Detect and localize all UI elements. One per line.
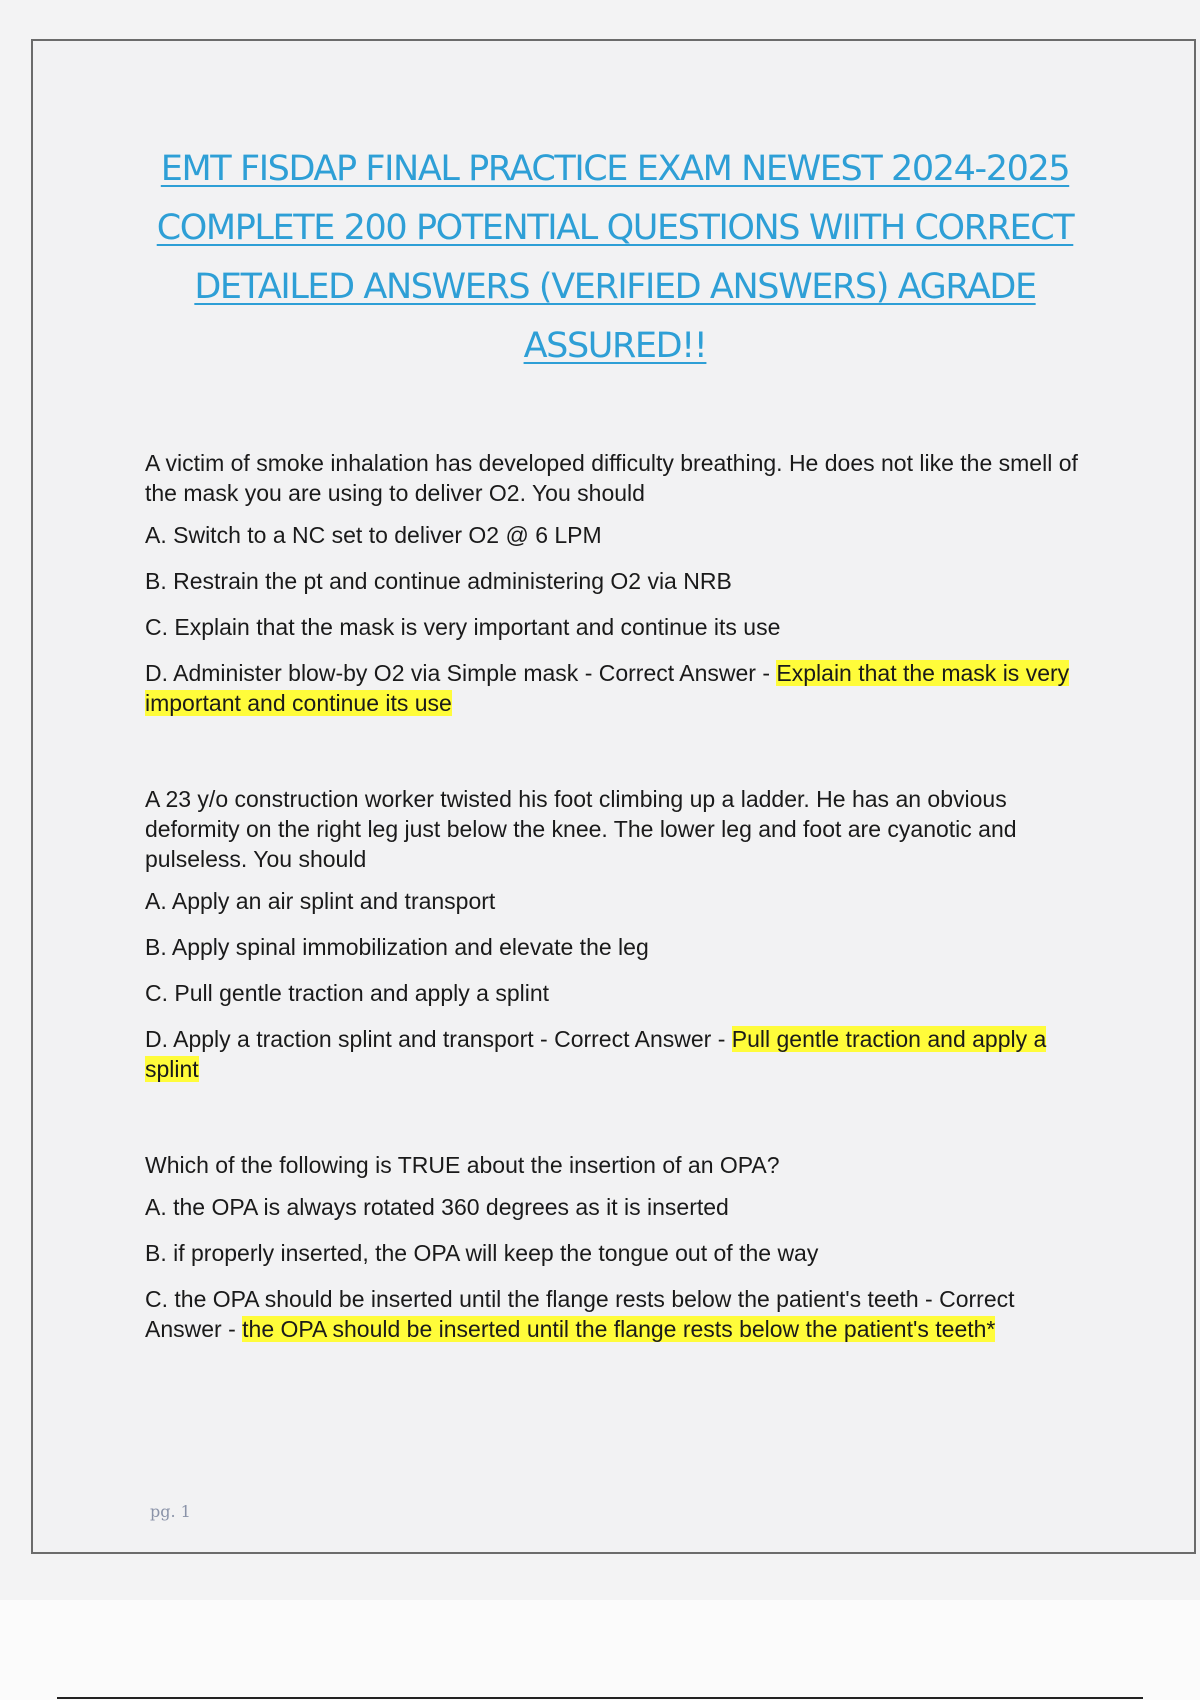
answer-option: C. Pull gentle traction and apply a splint (145, 980, 550, 1006)
answer-option: B. Restrain the pt and continue administering O2 via NRB (145, 568, 732, 594)
answer-option-text: D. Administer blow-by O2 via Simple mask - Correct Answer - (145, 660, 777, 686)
answer-option: A. the OPA is always rotated 360 degrees as it is inserted (145, 1194, 729, 1220)
question-2 (145, 784, 1080, 1084)
answer-option: A. Switch to a NC set to deliver O2 @ 6 LPM (145, 522, 602, 548)
question-3 (145, 1150, 1080, 1344)
question-stem: A victim of smoke inhalation has developed difficulty breathing. He does not like the smell of the mask you are using to deliver O2. You should (145, 450, 1078, 506)
page-number: pg. 1 (150, 1502, 191, 1521)
answer-option: B. Apply spinal immobilization and elevate the leg (145, 934, 649, 960)
answer-option-with-correct-answer (145, 1284, 1080, 1344)
answer-option-with-correct-answer (145, 658, 1080, 718)
answer-option-with-correct-answer (145, 1024, 1080, 1084)
page-gap-area (0, 1600, 1200, 1700)
answer-option-text: D. Apply a traction splint and transport - Correct Answer - (145, 1026, 732, 1052)
highlighted-correct-answer: Pull gentle traction and apply a splint (145, 1026, 1047, 1082)
answer-option: C. Explain that the mask is very important and continue its use (145, 614, 781, 640)
question-stem: Which of the following is TRUE about the insertion of an OPA? (145, 1152, 780, 1178)
question-1 (145, 448, 1080, 718)
document-title: EMT FISDAP FINAL PRACTICE EXAM NEWEST 2024-2025 COMPLETE 200 POTENTIAL QUESTIONS WIITH CORRECT DETAILED ANSWERS (VERIFIED ANSWERS) AGRADE ASSURED!! (156, 149, 1074, 366)
question-spacer (145, 718, 1080, 784)
highlighted-correct-answer: the OPA should be inserted until the flange rests below the patient's teeth* (242, 1316, 996, 1342)
question-spacer (145, 1084, 1080, 1150)
question-stem: A 23 y/o construction worker twisted his foot climbing up a ladder. He has an obvious deformity on the right leg just below the knee. The lower leg and foot are cyanotic and pulseless. You should (145, 786, 1017, 872)
answer-option: A. Apply an air splint and transport (145, 888, 496, 914)
answer-option: B. if properly inserted, the OPA will keep the tongue out of the way (145, 1240, 819, 1266)
next-page-top-rule (57, 1697, 1143, 1699)
highlighted-correct-answer: Explain that the mask is very important and continue its use (145, 660, 1070, 716)
question-list (145, 448, 1080, 1344)
answer-option-text: C. the OPA should be inserted until the flange rests below the patient's teeth - Correct Answer - (145, 1286, 1015, 1342)
